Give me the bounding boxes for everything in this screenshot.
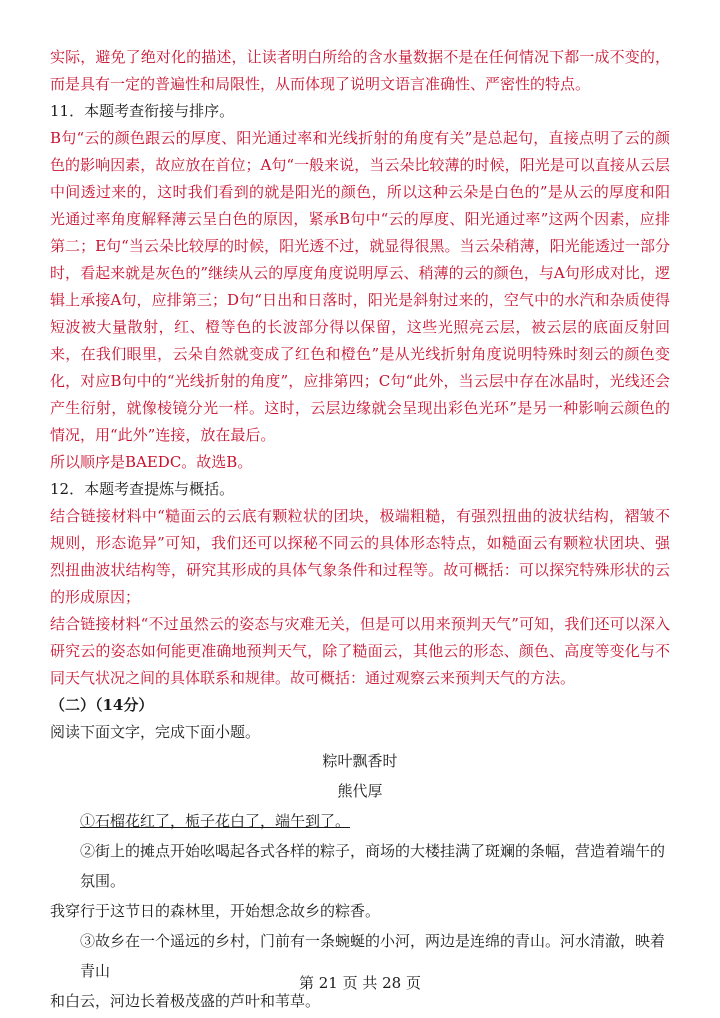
answer-intro-paragraph: 实际，避免了绝对化的描述，让读者明白所给的含水量数据不是在任何情况下都一成不变的，而是具有一定的普遍性和局限性，从而体现了说明文语言准确性、严密性的特点。 bbox=[50, 48, 670, 93]
passage-paragraph-2-continuation: 我穿行于这节日的森林里，开始想念故乡的粽香。 bbox=[50, 902, 381, 920]
question-12-title: 12．本题考查提炼与概括。 bbox=[50, 480, 235, 498]
passage-title: 粽叶飘香时 bbox=[322, 752, 398, 770]
question-12-explanation-1: 结合链接材料中“糙面云的云底有颗粒状的团块，极端粗糙，有强烈扭曲的波状结构，褶皱不规则，形态诡异”可知，我们还可以探秘不同云的具体形态特点，如糙面云有颗粒状团块、强烈扭曲波状结构等，研究其形成的具体气象条件和过程等。故可概括：可以探究特殊形状的云的形成原因； bbox=[50, 507, 670, 606]
question-11-explanation: B句“云的颜色跟云的厚度、阳光通过率和光线折射的角度有关”是总起句，直接点明了云的颜色的影响因素，故应放在首位；A句“一般来说，当云朵比较薄的时候，阳光是可以直接从云层中间透过来的，这时我们看到的就是阳光的颜色，所以这种云朵是白色的”是从云的厚度和阳光通过率角度解释薄云呈白色的原因，紧承B句中“云的厚度、阳光通过率”这两个因素，应排第二；E句“当云朵比较厚的时候，阳光透不过，就显得很黑。当云朵稍薄，阳光能透过一部分时，看起来就是灰色的”继续从云的厚度角度说明厚云、稍薄的云的颜色，与A句形成对比，逻辑上承接A句，应排第三；D句“日出和日落时，阳光是斜射过来的，空气中的水汽和杂质使得短波被大量散射，红、橙等色的长波部分得以保留，这些光照亮云层，被云层的底面反射回来，在我们眼里，云朵自然就变成了红色和橙色”是从光线折射角度说明特殊时刻云的颜色变化，对应B句中的“光线折射的角度”，应排第四；C句“此外，当云层中存在冰晶时，光线还会产生衍射，就像棱镜分光一样。这时，云层边缘就会呈现出彩色光环”是另一种影响云颜色的情况，用“此外”连接，放在最后。 bbox=[50, 129, 670, 444]
passage-paragraph-1-text: ①石榴花红了，栀子花白了，端午到了。 bbox=[80, 812, 351, 830]
passage-paragraph-3-first-line: ③故乡在一个遥远的乡村，门前有一条蜿蜒的小河，两边是连绵的青山。河水清澈，映着青山 bbox=[80, 932, 666, 980]
question-12-explanation-2: 结合链接材料“不过虽然云的姿态与灾难无关，但是可以用来预判天气”可知，我们还可以深入研究云的姿态如何能更准确地预判天气，除了糙面云，其他云的形态、颜色、高度等变化与不同天气状况之间的具体联系和规律。故可概括：通过观察云来预判天气的方法。 bbox=[50, 615, 670, 687]
section-2-instruction: 阅读下面文字，完成下面小题。 bbox=[50, 723, 261, 741]
page-number-footer: 第 21 页 共 28 页 bbox=[298, 974, 421, 992]
section-2-title: （二）（14分） bbox=[50, 696, 154, 714]
passage-paragraph-3-continuation: 和白云，河边长着极茂盛的芦叶和苇草。 bbox=[50, 992, 321, 1010]
passage-paragraph-1 bbox=[50, 806, 670, 836]
passage-author: 熊代厚 bbox=[337, 782, 383, 800]
question-11-title: 11．本题考查衔接与排序。 bbox=[50, 102, 235, 120]
passage-paragraph-2-first-line: ②街上的摊点开始吆喝起各式各样的粽子，商场的大楼挂满了斑斓的条幅，营造着端午的氛围。 bbox=[80, 842, 666, 890]
question-11-conclusion: 所以顺序是BAEDC。故选B。 bbox=[50, 453, 253, 471]
